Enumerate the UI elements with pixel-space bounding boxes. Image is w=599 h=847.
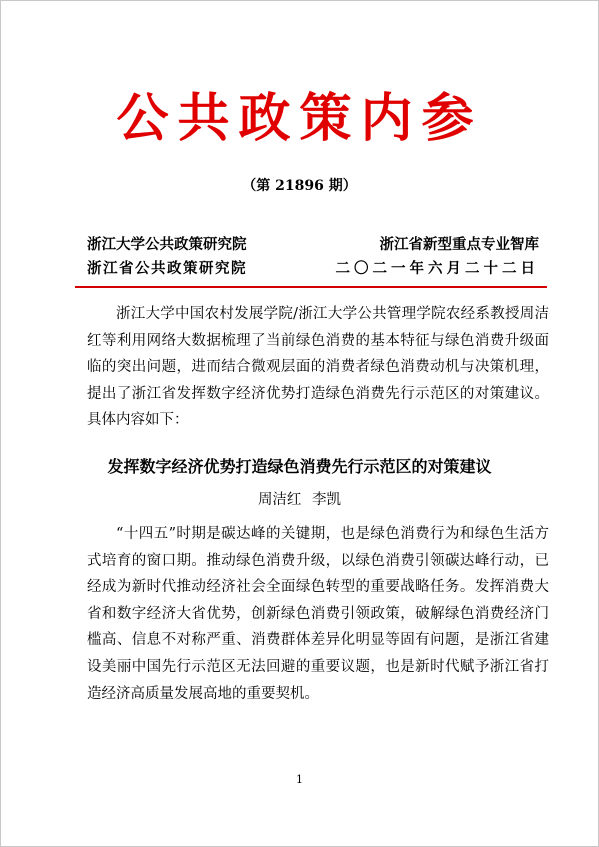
header-divider (75, 286, 547, 288)
institute-name-1: 浙江大学公共政策研究院 (87, 236, 247, 253)
page-number: 1 (296, 773, 303, 786)
meta-row-date (87, 258, 539, 280)
masthead-title: 公共政策内参 (116, 88, 483, 149)
article-title: 发挥数字经济优势打造绿色消费先行示范区的对策建议 (107, 457, 492, 476)
article-authors: 周洁红 李凯 (257, 492, 342, 508)
meta-row-institutes (87, 234, 539, 256)
think-tank-label: 浙江省新型重点专业智库 (379, 236, 539, 253)
body-paragraph: “十四五”时期是碳达峰的关键期，也是绿色消费行为和绿色生活方式培育的窗口期。推动绿色消费升级，以绿色消费引领碳达峰行动，已经成为新时代推动经济社会全面绿色转型的重要战略任务。发挥消费大省和数字经济大省优势，创新绿色消费引领政策，破解绿色消费经济门槛高、信息不对称严重、消费群体差异化明显等固有问题，是浙江省建设美丽中国先行示范区无法回避的重要议题，也是新时代赋予浙江省打造经济高质量发展高地的重要契机。 (87, 526, 549, 702)
intro-paragraph: 浙江大学中国农村发展学院/浙江大学公共管理学院农经系教授周洁红等利用网络大数据梳理了当前绿色消费的基本特征与绿色消费升级面临的突出问题，进而结合微观层面的消费者绿色消费动机与决策机理，提出了浙江省发挥数字经济优势打造绿色消费先行示范区的对策建议。具体内容如下： (87, 306, 549, 429)
issue-number: （第 21896 期） (242, 178, 357, 194)
institute-name-2: 浙江省公共政策研究院 (87, 260, 247, 277)
issue-date: 二〇二一年六月二十二日 (335, 260, 539, 277)
